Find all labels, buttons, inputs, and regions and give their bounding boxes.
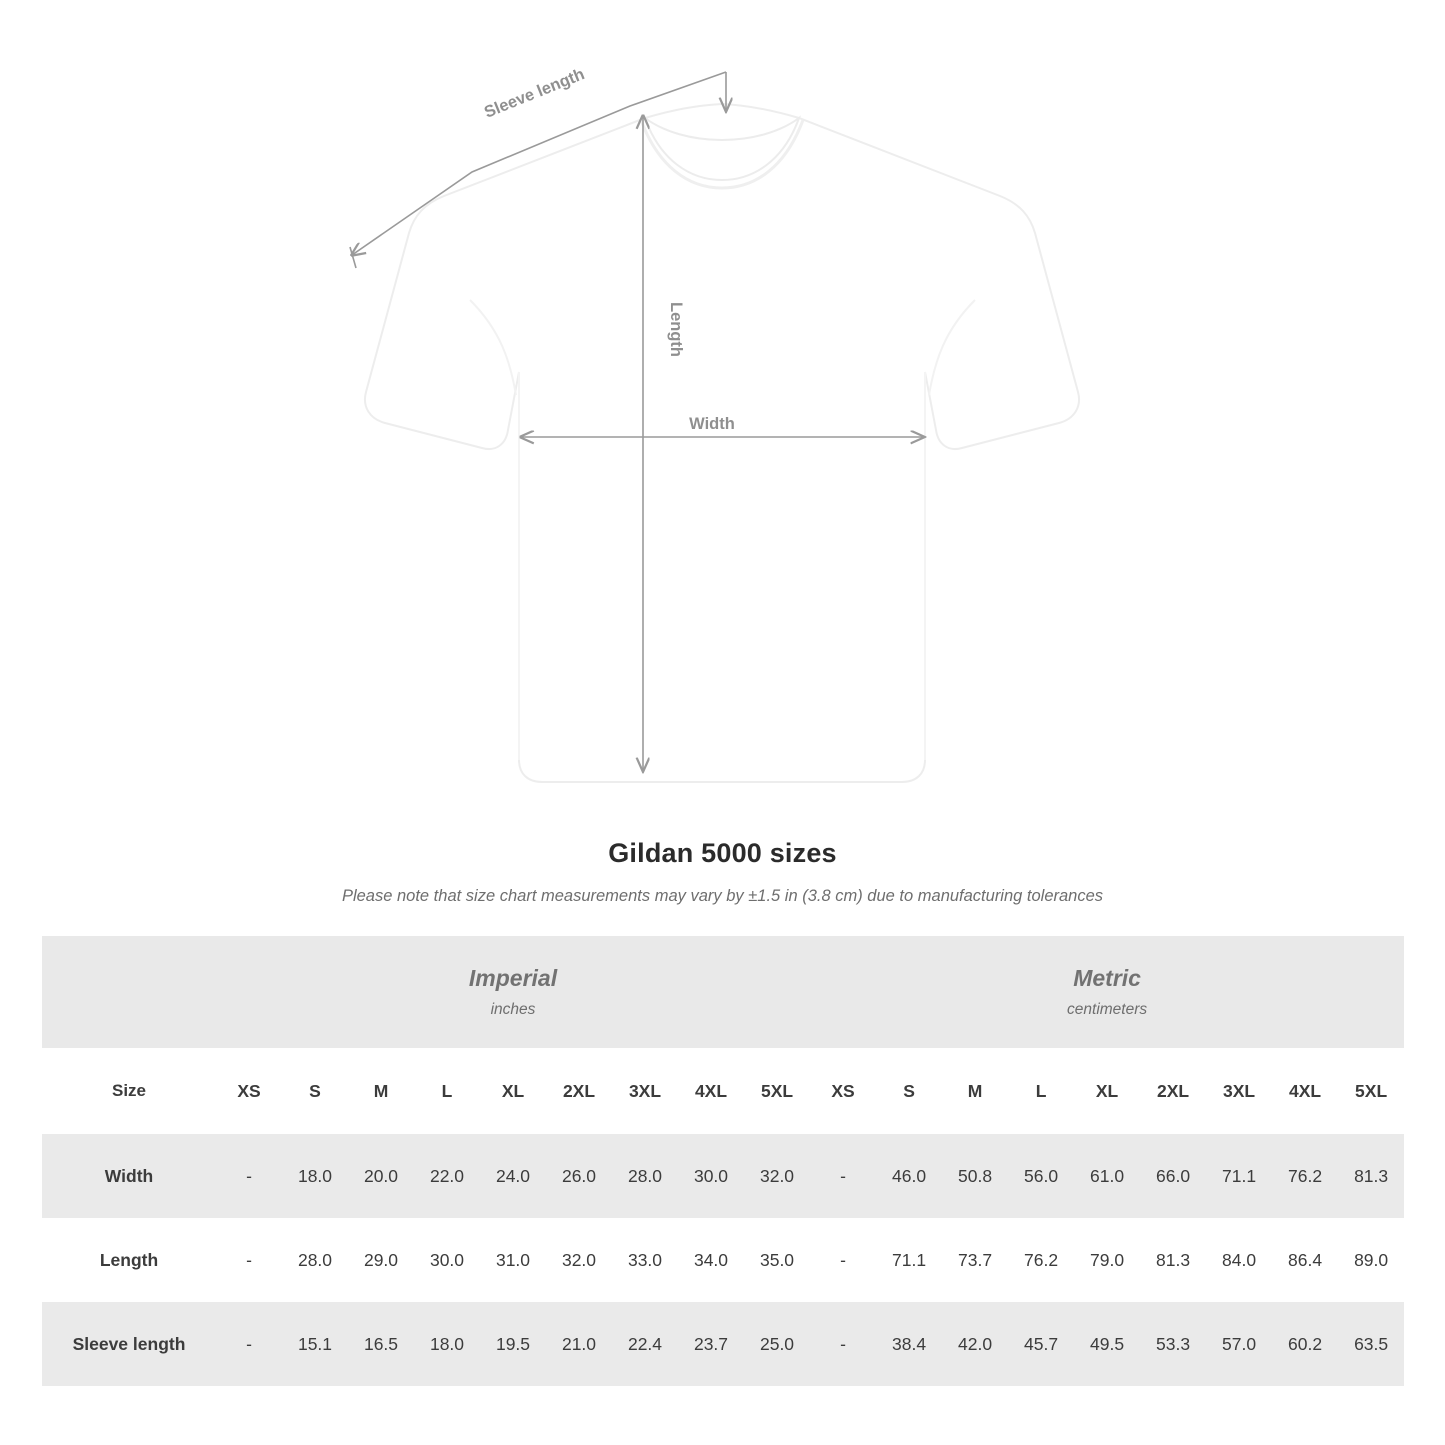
- cell-sleeve-imperial-2xl: 21.0: [546, 1302, 612, 1386]
- size-header-metric-2xl: 2XL: [1140, 1048, 1206, 1134]
- size-header-metric-xl: XL: [1074, 1048, 1140, 1134]
- size-header-imperial-s: S: [282, 1048, 348, 1134]
- cell-length-metric-3xl: 84.0: [1206, 1218, 1272, 1302]
- cell-length-imperial-2xl: 32.0: [546, 1218, 612, 1302]
- cell-sleeve-metric-2xl: 53.3: [1140, 1302, 1206, 1386]
- unit-header-row: [42, 936, 1404, 1048]
- cell-width-metric-2xl: 66.0: [1140, 1134, 1206, 1218]
- cell-width-metric-xs: -: [810, 1134, 876, 1218]
- unit-sub-metric: centimeters: [1067, 1000, 1148, 1018]
- cell-width-metric-m: 50.8: [942, 1134, 1008, 1218]
- cell-sleeve-imperial-5xl: 25.0: [744, 1302, 810, 1386]
- unit-name-metric: Metric: [1073, 965, 1141, 992]
- cell-width-imperial-s: 18.0: [282, 1134, 348, 1218]
- cell-sleeve-imperial-4xl: 23.7: [678, 1302, 744, 1386]
- table-row: [42, 1134, 1404, 1218]
- cell-sleeve-imperial-l: 18.0: [414, 1302, 480, 1386]
- unit-sub-imperial: inches: [490, 1000, 536, 1018]
- sleeve-length-label: Sleeve length: [481, 65, 588, 122]
- size-header-metric-3xl: 3XL: [1206, 1048, 1272, 1134]
- cell-width-imperial-2xl: 26.0: [546, 1134, 612, 1218]
- cell-width-imperial-xl: 24.0: [480, 1134, 546, 1218]
- cell-width-imperial-l: 22.0: [414, 1134, 480, 1218]
- size-header-metric-s: S: [876, 1048, 942, 1134]
- size-header-imperial-5xl: 5XL: [744, 1048, 810, 1134]
- cell-width-imperial-m: 20.0: [348, 1134, 414, 1218]
- size-header-row: [42, 1048, 1404, 1134]
- cell-sleeve-metric-4xl: 60.2: [1272, 1302, 1338, 1386]
- cell-sleeve-metric-xl: 49.5: [1074, 1302, 1140, 1386]
- row-label-length: Length: [42, 1218, 216, 1302]
- length-label: Length: [667, 302, 685, 357]
- size-header-metric-4xl: 4XL: [1272, 1048, 1338, 1134]
- cell-length-imperial-3xl: 33.0: [612, 1218, 678, 1302]
- size-header-imperial-xl: XL: [480, 1048, 546, 1134]
- cell-width-metric-4xl: 76.2: [1272, 1134, 1338, 1218]
- cell-width-metric-5xl: 81.3: [1338, 1134, 1404, 1218]
- unit-header-metric: [810, 936, 1404, 1048]
- cell-length-imperial-s: 28.0: [282, 1218, 348, 1302]
- title-block: [0, 838, 1445, 906]
- size-header-imperial-2xl: 2XL: [546, 1048, 612, 1134]
- size-header-label: Size: [42, 1048, 216, 1134]
- cell-width-metric-s: 46.0: [876, 1134, 942, 1218]
- cell-length-metric-4xl: 86.4: [1272, 1218, 1338, 1302]
- cell-length-metric-m: 73.7: [942, 1218, 1008, 1302]
- chart-title: Gildan 5000 sizes: [608, 838, 837, 868]
- chart-note: Please note that size chart measurements may vary by ±1.5 in (3.8 cm) due to manufacturing tolerances: [341, 887, 1104, 905]
- width-label: Width: [689, 415, 735, 433]
- cell-length-metric-5xl: 89.0: [1338, 1218, 1404, 1302]
- size-header-imperial-l: L: [414, 1048, 480, 1134]
- cell-length-metric-2xl: 81.3: [1140, 1218, 1206, 1302]
- size-table: [42, 936, 1404, 1386]
- size-header-imperial-3xl: 3XL: [612, 1048, 678, 1134]
- cell-width-imperial-3xl: 28.0: [612, 1134, 678, 1218]
- cell-sleeve-metric-s: 38.4: [876, 1302, 942, 1386]
- cell-length-imperial-xl: 31.0: [480, 1218, 546, 1302]
- cell-length-metric-l: 76.2: [1008, 1218, 1074, 1302]
- table-row: [42, 1302, 1404, 1386]
- unit-name-imperial: Imperial: [468, 965, 558, 992]
- unit-header-imperial: [216, 936, 810, 1048]
- cell-sleeve-metric-m: 42.0: [942, 1302, 1008, 1386]
- size-table-wrapper: [42, 936, 1403, 1386]
- cell-sleeve-imperial-m: 16.5: [348, 1302, 414, 1386]
- cell-length-imperial-m: 29.0: [348, 1218, 414, 1302]
- cell-width-imperial-4xl: 30.0: [678, 1134, 744, 1218]
- cell-width-metric-3xl: 71.1: [1206, 1134, 1272, 1218]
- size-header-metric-5xl: 5XL: [1338, 1048, 1404, 1134]
- size-header-imperial-4xl: 4XL: [678, 1048, 744, 1134]
- cell-sleeve-imperial-3xl: 22.4: [612, 1302, 678, 1386]
- cell-sleeve-metric-3xl: 57.0: [1206, 1302, 1272, 1386]
- cell-sleeve-metric-l: 45.7: [1008, 1302, 1074, 1386]
- row-label-width: Width: [42, 1134, 216, 1218]
- table-row: [42, 1218, 1404, 1302]
- cell-length-imperial-xs: -: [216, 1218, 282, 1302]
- cell-length-metric-xs: -: [810, 1218, 876, 1302]
- cell-sleeve-imperial-s: 15.1: [282, 1302, 348, 1386]
- cell-length-metric-xl: 79.0: [1074, 1218, 1140, 1302]
- cell-sleeve-metric-5xl: 63.5: [1338, 1302, 1404, 1386]
- size-header-metric-l: L: [1008, 1048, 1074, 1134]
- cell-length-imperial-l: 30.0: [414, 1218, 480, 1302]
- cell-width-imperial-5xl: 32.0: [744, 1134, 810, 1218]
- size-header-imperial-m: M: [348, 1048, 414, 1134]
- cell-width-metric-xl: 61.0: [1074, 1134, 1140, 1218]
- cell-sleeve-imperial-xl: 19.5: [480, 1302, 546, 1386]
- cell-length-metric-s: 71.1: [876, 1218, 942, 1302]
- tshirt-shape: [365, 104, 1079, 782]
- size-header-metric-m: M: [942, 1048, 1008, 1134]
- row-label-sleeve-length: Sleeve length: [42, 1302, 216, 1386]
- cell-length-imperial-4xl: 34.0: [678, 1218, 744, 1302]
- size-header-metric-xs: XS: [810, 1048, 876, 1134]
- size-header-imperial-xs: XS: [216, 1048, 282, 1134]
- cell-width-metric-l: 56.0: [1008, 1134, 1074, 1218]
- unit-header-spacer: [42, 936, 216, 1048]
- cell-sleeve-imperial-xs: -: [216, 1302, 282, 1386]
- cell-sleeve-metric-xs: -: [810, 1302, 876, 1386]
- cell-width-imperial-xs: -: [216, 1134, 282, 1218]
- cell-length-imperial-5xl: 35.0: [744, 1218, 810, 1302]
